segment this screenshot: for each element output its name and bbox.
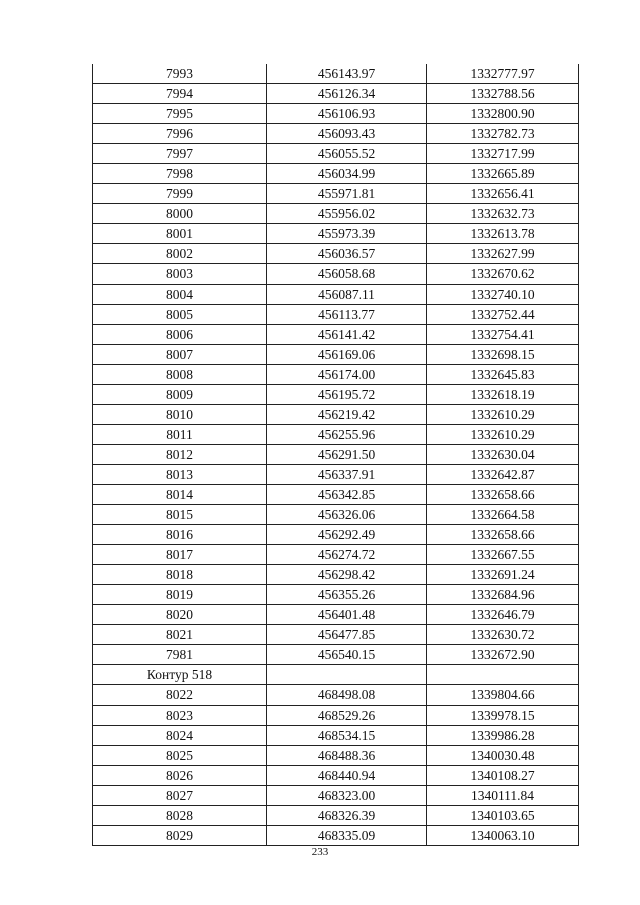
table-row [93, 464, 579, 484]
y-coordinate-cell: 1332630.72 [427, 625, 579, 645]
point-number-cell: 8002 [93, 244, 267, 264]
point-number-cell: 8009 [93, 384, 267, 404]
y-coordinate-cell: 1332782.73 [427, 124, 579, 144]
point-number-cell: 7995 [93, 104, 267, 124]
y-coordinate-cell: 1332613.78 [427, 224, 579, 244]
point-number-cell: 7996 [93, 124, 267, 144]
table-row [93, 765, 579, 785]
table-row [93, 745, 579, 765]
point-number-cell: 8022 [93, 685, 267, 705]
y-coordinate-cell: 1332800.90 [427, 104, 579, 124]
y-coordinate-cell: 1332632.73 [427, 204, 579, 224]
table-row [93, 424, 579, 444]
table-row [93, 64, 579, 84]
x-coordinate-cell: 456126.34 [267, 84, 427, 104]
coordinates-table [92, 64, 579, 846]
table-row [93, 505, 579, 525]
point-number-cell: 7981 [93, 645, 267, 665]
point-number-cell: 8026 [93, 765, 267, 785]
table-row [93, 545, 579, 565]
x-coordinate-cell: 456355.26 [267, 585, 427, 605]
point-number-cell: 8005 [93, 304, 267, 324]
y-coordinate-cell: 1332645.83 [427, 364, 579, 384]
x-coordinate-cell: 456477.85 [267, 625, 427, 645]
y-coordinate-cell: 1332684.96 [427, 585, 579, 605]
point-number-cell: 7998 [93, 164, 267, 184]
table-row [93, 324, 579, 344]
point-number-cell: 8028 [93, 805, 267, 825]
table-row [93, 104, 579, 124]
point-number-cell: 8012 [93, 444, 267, 464]
table-row [93, 705, 579, 725]
x-coordinate-cell: 456087.11 [267, 284, 427, 304]
x-coordinate-cell [267, 665, 427, 685]
x-coordinate-cell: 455973.39 [267, 224, 427, 244]
x-coordinate-cell: 468534.15 [267, 725, 427, 745]
x-coordinate-cell: 468335.09 [267, 825, 427, 845]
table-row [93, 144, 579, 164]
x-coordinate-cell: 456093.43 [267, 124, 427, 144]
x-coordinate-cell: 455971.81 [267, 184, 427, 204]
y-coordinate-cell [427, 665, 579, 685]
table-row [93, 404, 579, 424]
table-row [93, 625, 579, 645]
table-row [93, 344, 579, 364]
y-coordinate-cell: 1332664.58 [427, 505, 579, 525]
y-coordinate-cell: 1332777.97 [427, 64, 579, 84]
x-coordinate-cell: 456106.93 [267, 104, 427, 124]
coordinates-table-body [93, 64, 579, 845]
point-number-cell: 7997 [93, 144, 267, 164]
table-row [93, 444, 579, 464]
y-coordinate-cell: 1332627.99 [427, 244, 579, 264]
y-coordinate-cell: 1332610.29 [427, 424, 579, 444]
point-number-cell: Контур 518 [93, 665, 267, 685]
point-number-cell: 8010 [93, 404, 267, 424]
y-coordinate-cell: 1332788.56 [427, 84, 579, 104]
table-row [93, 605, 579, 625]
table-row [93, 204, 579, 224]
point-number-cell: 8019 [93, 585, 267, 605]
x-coordinate-cell: 456401.48 [267, 605, 427, 625]
point-number-cell: 8017 [93, 545, 267, 565]
x-coordinate-cell: 456174.00 [267, 364, 427, 384]
point-number-cell: 8029 [93, 825, 267, 845]
y-coordinate-cell: 1340103.65 [427, 805, 579, 825]
table-row [93, 384, 579, 404]
table-row [93, 264, 579, 284]
y-coordinate-cell: 1339978.15 [427, 705, 579, 725]
point-number-cell: 8001 [93, 224, 267, 244]
table-row [93, 124, 579, 144]
point-number-cell: 8014 [93, 484, 267, 504]
x-coordinate-cell: 456326.06 [267, 505, 427, 525]
point-number-cell: 8007 [93, 344, 267, 364]
y-coordinate-cell: 1340030.48 [427, 745, 579, 765]
x-coordinate-cell: 468323.00 [267, 785, 427, 805]
x-coordinate-cell: 456291.50 [267, 444, 427, 464]
x-coordinate-cell: 456058.68 [267, 264, 427, 284]
x-coordinate-cell: 456113.77 [267, 304, 427, 324]
x-coordinate-cell: 456337.91 [267, 464, 427, 484]
y-coordinate-cell: 1332691.24 [427, 565, 579, 585]
y-coordinate-cell: 1332740.10 [427, 284, 579, 304]
table-row [93, 665, 579, 685]
x-coordinate-cell: 456292.49 [267, 525, 427, 545]
table-row [93, 184, 579, 204]
y-coordinate-cell: 1332670.62 [427, 264, 579, 284]
x-coordinate-cell: 468488.36 [267, 745, 427, 765]
table-row [93, 725, 579, 745]
point-number-cell: 7994 [93, 84, 267, 104]
point-number-cell: 8015 [93, 505, 267, 525]
x-coordinate-cell: 455956.02 [267, 204, 427, 224]
table-row [93, 685, 579, 705]
y-coordinate-cell: 1332717.99 [427, 144, 579, 164]
page-number: 233 [311, 846, 329, 858]
table-row [93, 825, 579, 845]
y-coordinate-cell: 1340063.10 [427, 825, 579, 845]
point-number-cell: 8024 [93, 725, 267, 745]
x-coordinate-cell: 456540.15 [267, 645, 427, 665]
x-coordinate-cell: 456143.97 [267, 64, 427, 84]
y-coordinate-cell: 1332646.79 [427, 605, 579, 625]
table-row [93, 525, 579, 545]
x-coordinate-cell: 456169.06 [267, 344, 427, 364]
table-row [93, 645, 579, 665]
x-coordinate-cell: 456274.72 [267, 545, 427, 565]
x-coordinate-cell: 456036.57 [267, 244, 427, 264]
point-number-cell: 8020 [93, 605, 267, 625]
x-coordinate-cell: 468440.94 [267, 765, 427, 785]
y-coordinate-cell: 1332752.44 [427, 304, 579, 324]
point-number-cell: 8000 [93, 204, 267, 224]
point-number-cell: 8008 [93, 364, 267, 384]
y-coordinate-cell: 1332658.66 [427, 525, 579, 545]
table-row [93, 585, 579, 605]
table-row [93, 484, 579, 504]
y-coordinate-cell: 1340108.27 [427, 765, 579, 785]
point-number-cell: 8006 [93, 324, 267, 344]
point-number-cell: 8021 [93, 625, 267, 645]
y-coordinate-cell: 1339804.66 [427, 685, 579, 705]
y-coordinate-cell: 1339986.28 [427, 725, 579, 745]
y-coordinate-cell: 1332618.19 [427, 384, 579, 404]
point-number-cell: 8018 [93, 565, 267, 585]
y-coordinate-cell: 1332658.66 [427, 484, 579, 504]
table-row [93, 565, 579, 585]
x-coordinate-cell: 456219.42 [267, 404, 427, 424]
table-row [93, 785, 579, 805]
point-number-cell: 8025 [93, 745, 267, 765]
x-coordinate-cell: 456141.42 [267, 324, 427, 344]
x-coordinate-cell: 456055.52 [267, 144, 427, 164]
x-coordinate-cell: 456034.99 [267, 164, 427, 184]
table-row [93, 284, 579, 304]
table-row [93, 224, 579, 244]
y-coordinate-cell: 1332630.04 [427, 444, 579, 464]
y-coordinate-cell: 1332698.15 [427, 344, 579, 364]
table-row [93, 84, 579, 104]
y-coordinate-cell: 1332642.87 [427, 464, 579, 484]
table-row [93, 364, 579, 384]
point-number-cell: 8016 [93, 525, 267, 545]
table-row [93, 244, 579, 264]
point-number-cell: 8003 [93, 264, 267, 284]
table-row [93, 805, 579, 825]
y-coordinate-cell: 1340111.84 [427, 785, 579, 805]
y-coordinate-cell: 1332665.89 [427, 164, 579, 184]
x-coordinate-cell: 468529.26 [267, 705, 427, 725]
x-coordinate-cell: 456195.72 [267, 384, 427, 404]
point-number-cell: 7993 [93, 64, 267, 84]
x-coordinate-cell: 468326.39 [267, 805, 427, 825]
y-coordinate-cell: 1332672.90 [427, 645, 579, 665]
x-coordinate-cell: 456255.96 [267, 424, 427, 444]
point-number-cell: 8004 [93, 284, 267, 304]
point-number-cell: 7999 [93, 184, 267, 204]
point-number-cell: 8011 [93, 424, 267, 444]
table-row [93, 304, 579, 324]
y-coordinate-cell: 1332754.41 [427, 324, 579, 344]
table-row [93, 164, 579, 184]
y-coordinate-cell: 1332610.29 [427, 404, 579, 424]
y-coordinate-cell: 1332656.41 [427, 184, 579, 204]
x-coordinate-cell: 456298.42 [267, 565, 427, 585]
point-number-cell: 8013 [93, 464, 267, 484]
y-coordinate-cell: 1332667.55 [427, 545, 579, 565]
point-number-cell: 8023 [93, 705, 267, 725]
x-coordinate-cell: 456342.85 [267, 484, 427, 504]
point-number-cell: 8027 [93, 785, 267, 805]
x-coordinate-cell: 468498.08 [267, 685, 427, 705]
